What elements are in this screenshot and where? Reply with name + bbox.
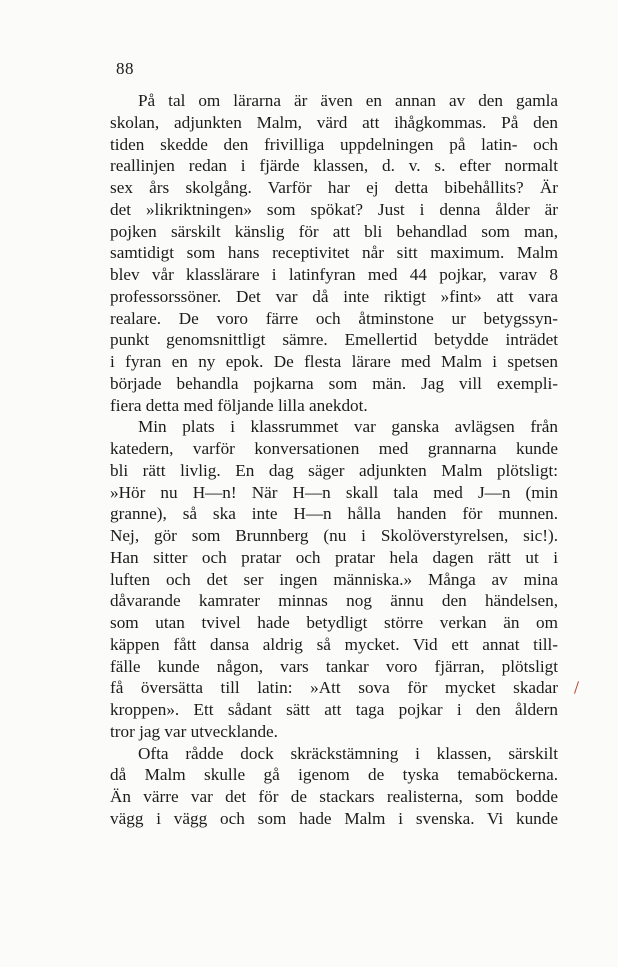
text-line: käppen fått dansa aldrig så mycket. Vid ett annat till- bbox=[110, 634, 558, 654]
text-line: reallinjen redan i fjärde klassen, d. v. s. efter normalt bbox=[110, 156, 558, 176]
text-line: Min plats i klassrummet var ganska avlägsen från bbox=[138, 417, 558, 437]
text-line: då Malm skulle gå igenom de tyska temaböckerna. bbox=[110, 765, 558, 785]
text-line: pojken särskilt känslig för att bli behandlad som man, bbox=[110, 221, 558, 241]
text-line: tror jag var utvecklande. bbox=[110, 721, 278, 741]
text-line: dåvarande kamrater minnas nog ännu den händelsen, bbox=[110, 591, 558, 611]
text-line: granne), så ska inte H—n hålla handen för munnen. bbox=[110, 504, 558, 524]
text-line: skolan, adjunkten Malm, värd att ihågkommas. På den bbox=[110, 112, 558, 132]
text-line: katedern, varför konversationen med grannarna kunde bbox=[110, 439, 558, 458]
text-line: tiden skedde den frivilliga uppdelningen på latin- och bbox=[110, 134, 558, 154]
text-line: fiera detta med följande lilla anekdot. bbox=[110, 395, 368, 415]
margin-pencil-mark bbox=[574, 681, 579, 694]
text-line: På tal om lärarna är även en annan av den gamla bbox=[138, 91, 558, 110]
text-line: luften och det ser ingen människa.» Många av mina bbox=[110, 569, 558, 589]
text-line: samtidigt som hans receptivitet når sitt maximum. Malm bbox=[110, 243, 558, 263]
text-line: fälle kunde någon, vars tankar voro fjärran, plötsligt bbox=[110, 656, 558, 676]
text-line: Än värre var det för de stackars realisterna, som bodde bbox=[110, 787, 558, 806]
text-line: blev vår klasslärare i latinfyran med 44 pojkar, varav 8 bbox=[110, 265, 558, 284]
text-line: kroppen». Ett sådant sätt att taga pojkar i den åldern bbox=[110, 700, 558, 719]
text-line: Nej, gör som Brunnberg (nu i Skolöverstyrelsen, sic!). bbox=[110, 526, 558, 545]
text-line: punkt genomsnittligt sämre. Emellertid betydde inträdet bbox=[110, 330, 558, 350]
text-line: som utan tvivel hade betydligt större verkan än om bbox=[110, 613, 558, 632]
text-line: Ofta rådde dock skräckstämning i klassen, särskilt bbox=[138, 743, 558, 763]
text-line: i fyran en ny epok. De flesta lärare med Malm i spetsen bbox=[110, 352, 558, 371]
page-number: 88 bbox=[116, 59, 134, 78]
text-line: sex års skolgång. Varför har ej detta bibehållits? Är bbox=[110, 178, 558, 197]
text-line: bli rätt livlig. En dag säger adjunkten Malm plötsligt: bbox=[110, 460, 558, 480]
text-line: få översätta till latin: »Att sova för mycket skadar bbox=[110, 678, 558, 698]
text-line: realare. De voro färre och åtminstone ur betygssyn- bbox=[110, 308, 558, 328]
text-line: det »likriktningen» som spökat? Just i denna ålder är bbox=[110, 199, 558, 219]
text-line: vägg i vägg och som hade Malm i svenska. Vi kunde bbox=[110, 808, 558, 828]
text-line: professorssöner. Det var då inte riktigt »fint» att vara bbox=[110, 286, 558, 306]
body-text bbox=[110, 90, 558, 830]
text-line: »Hör nu H—n! När H—n skall tala med J—n (min bbox=[110, 482, 558, 502]
text-line: började behandla pojkarna som män. Jag vill exempli- bbox=[110, 373, 558, 393]
text-line: Han sitter och pratar och pratar hela dagen rätt ut i bbox=[110, 547, 558, 567]
